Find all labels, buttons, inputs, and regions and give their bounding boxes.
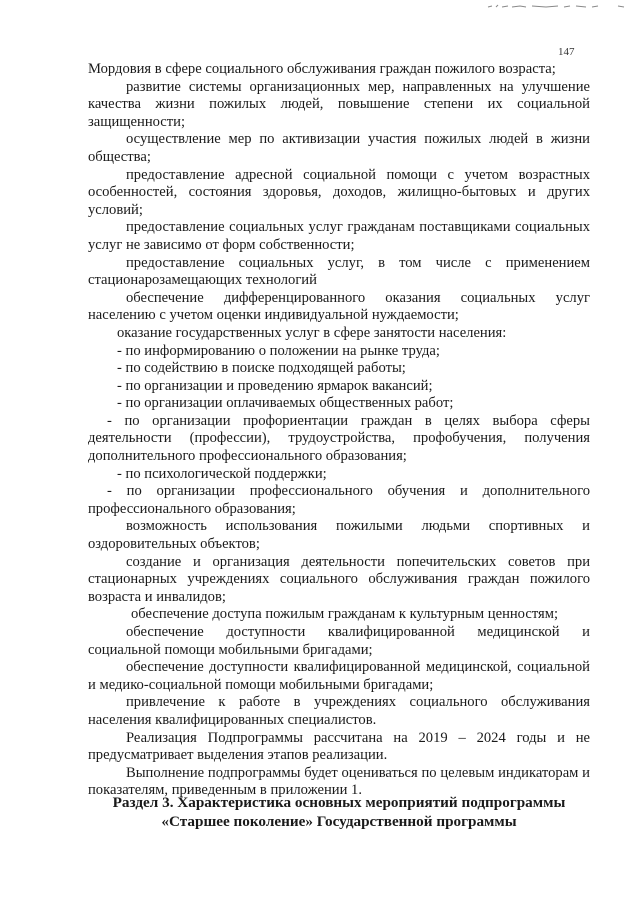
paragraph: привлечение к работе в учреждениях социального обслуживания населения квалифицированных специалистов. (88, 694, 590, 728)
page-number: 147 (558, 46, 575, 58)
paragraph: Выполнение подпрограммы будет оцениваться по целевым индикаторам и показателям, приведенным в приложении 1. (88, 764, 590, 799)
list-item: - по организации оплачиваемых общественных работ; (117, 395, 454, 412)
list-item: - по информированию о положении на рынке труда; (117, 342, 440, 359)
list-item: - по организации профориентации граждан в целях выбора сферы деятельности (профессии), трудоустройства, профобучения, получения дополнительного профессионального образования; (88, 412, 590, 465)
section-heading-line: Раздел 3. Характеристика основных мероприятий подпрограммы (112, 794, 566, 811)
paragraph: Реализация Подпрограммы рассчитана на 2019 – 2024 годы и не предусматривает выделения этапов реализации. (88, 729, 590, 764)
list-item: - по организации профессионального обучения и дополнительного профессионального образования; (88, 483, 590, 517)
list-item: - по содействию в поиске подходящей работы; (117, 360, 406, 377)
paragraph: создание и организация деятельности попечительских советов при стационарных учреждениях социального обслуживания граждан пожилого возраста и инвалидов; (88, 553, 590, 605)
paragraph: предоставление социальных услуг, в том числе с применением стационарозамещающих технологий (88, 254, 590, 289)
document-body (88, 61, 590, 800)
section-heading-line: «Старшее поколение» Государственной программы (161, 812, 517, 830)
list-item: - по психологической поддержки; (117, 465, 327, 482)
list-item: - по организации и проведению ярмарок вакансий; (117, 377, 433, 394)
paragraph: обеспечение дифференцированного оказания социальных услуг населению с учетом оценки индивидуальной нуждаемости; (88, 289, 590, 324)
paragraph: обеспечение доступности квалифицированной медицинской и социальной помощи мобильными бригадами; (88, 624, 590, 658)
paragraph: обеспечение доступности квалифицированной медицинской, социальной и медико-социальной помощи мобильными бригадами; (88, 659, 590, 693)
paragraph: Мордовия в сфере социального обслуживания граждан пожилого возраста; (88, 61, 556, 77)
paragraph: предоставление адресной социальной помощи с учетом возрастных особенностей, состояния здоровья, доходов, жилищно-бытовых и других условий; (88, 166, 590, 218)
paragraph: развитие системы организационных мер, направленных на улучшение качества жизни пожилых людей, повышение степени их социальной защищенности; (88, 78, 590, 130)
scan-artifact-mark (486, 2, 626, 10)
section-heading (88, 794, 590, 831)
paragraph: обеспечение доступа пожилым гражданам к культурным ценностям; (131, 606, 559, 623)
paragraph: оказание государственных услуг в сфере занятости населения: (117, 324, 507, 341)
paragraph: осуществление мер по активизации участия пожилых людей в жизни общества; (88, 131, 590, 165)
paragraph: возможность использования пожилыми людьми спортивных и оздоровительных объектов; (88, 518, 590, 553)
paragraph: предоставление социальных услуг гражданам поставщиками социальных услуг не зависимо от форм собственности; (88, 219, 590, 253)
